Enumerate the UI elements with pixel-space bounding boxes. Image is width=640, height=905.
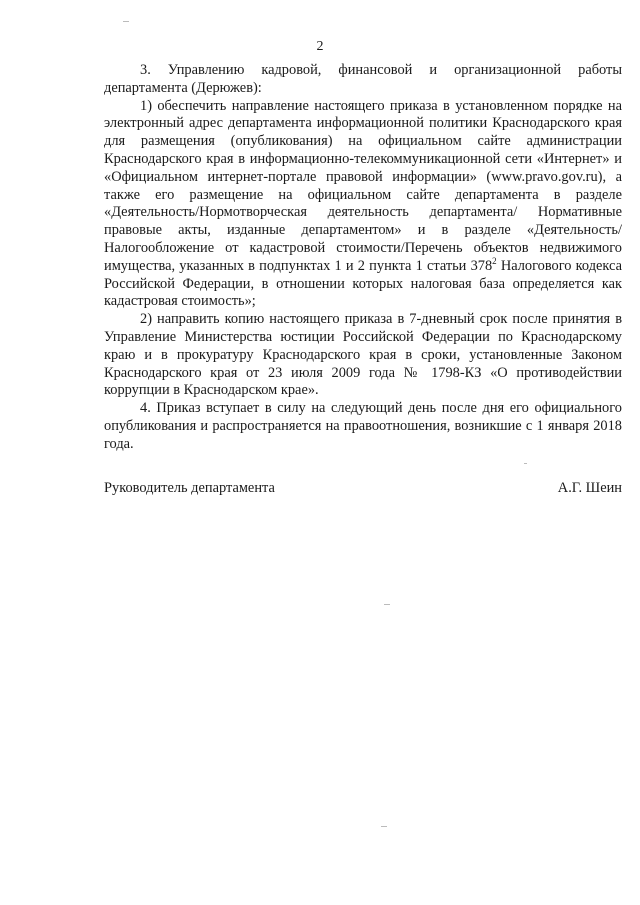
clause-3-item-1-text: обеспечить направление настоящего приказа в установленном порядке на электронный адрес департамента информационной политики Краснодарского края для размещения (опубликования) на официальном сайте администрации Краснодарского края в информационно-телекоммуникационной сети «Интернет» и «Официальном интернет-портале правовой информации» (www.pravo.gov.ru), а также его размещение на официальном сайте департамента в разделе «Деятельность/Нормотворческая деятельность департамента/ Нормативные правовые акты, изданные департаментом» и в разделе «Деятельность/Налогообложение от кадастровой стоимости/Перечень объектов недвижимого имущества, указанных в подпунктах 1 и 2 пункта 1 статьи 378 (104, 97, 622, 274)
clause-3-item-1-text-cont: Налогового кодекса Российской Федерации, в отношении которых налоговая база определяется как кадастровая стоимость»; (104, 257, 622, 310)
clause-3-item-2-text: направить копию настоящего приказа в 7-дневный срок после принятия в Управление Министерства юстиции Российской Федерации по Краснодарскому краю и в прокуратуру Краснодарского края в сроки, установленные Законом Краснодарского края от 23 июля 2009 года № 1798-КЗ «О противодействии коррупции в Краснодарском крае». (104, 311, 622, 399)
signatory-name: А.Г. Шеин (557, 480, 622, 496)
clause-3-intro: 3. Управлению кадровой, финансовой и организационной работы департамента (Дерюжев): (104, 62, 622, 96)
clause-4: 4. Приказ вступает в силу на следующий день после дня его официального опубликования и распространяется на правоотношения, возникшие с 1 января 2018 года. (104, 400, 622, 452)
signatory-position: Руководитель департамента (104, 480, 275, 496)
scan-speck (123, 21, 129, 22)
article-superscript: 2 (492, 255, 497, 266)
clause-3-item-1-marker: 1) (140, 97, 152, 114)
clause-3-item-2-marker: 2) (140, 311, 152, 328)
scan-speck (381, 826, 387, 827)
document-body (104, 62, 622, 454)
scan-speck (384, 604, 390, 605)
page-number: 2 (316, 39, 324, 54)
signature-block (104, 480, 622, 498)
clause-3-item-2 (104, 311, 622, 400)
scan-speck (524, 463, 527, 464)
clause-3-item-1 (104, 98, 622, 312)
